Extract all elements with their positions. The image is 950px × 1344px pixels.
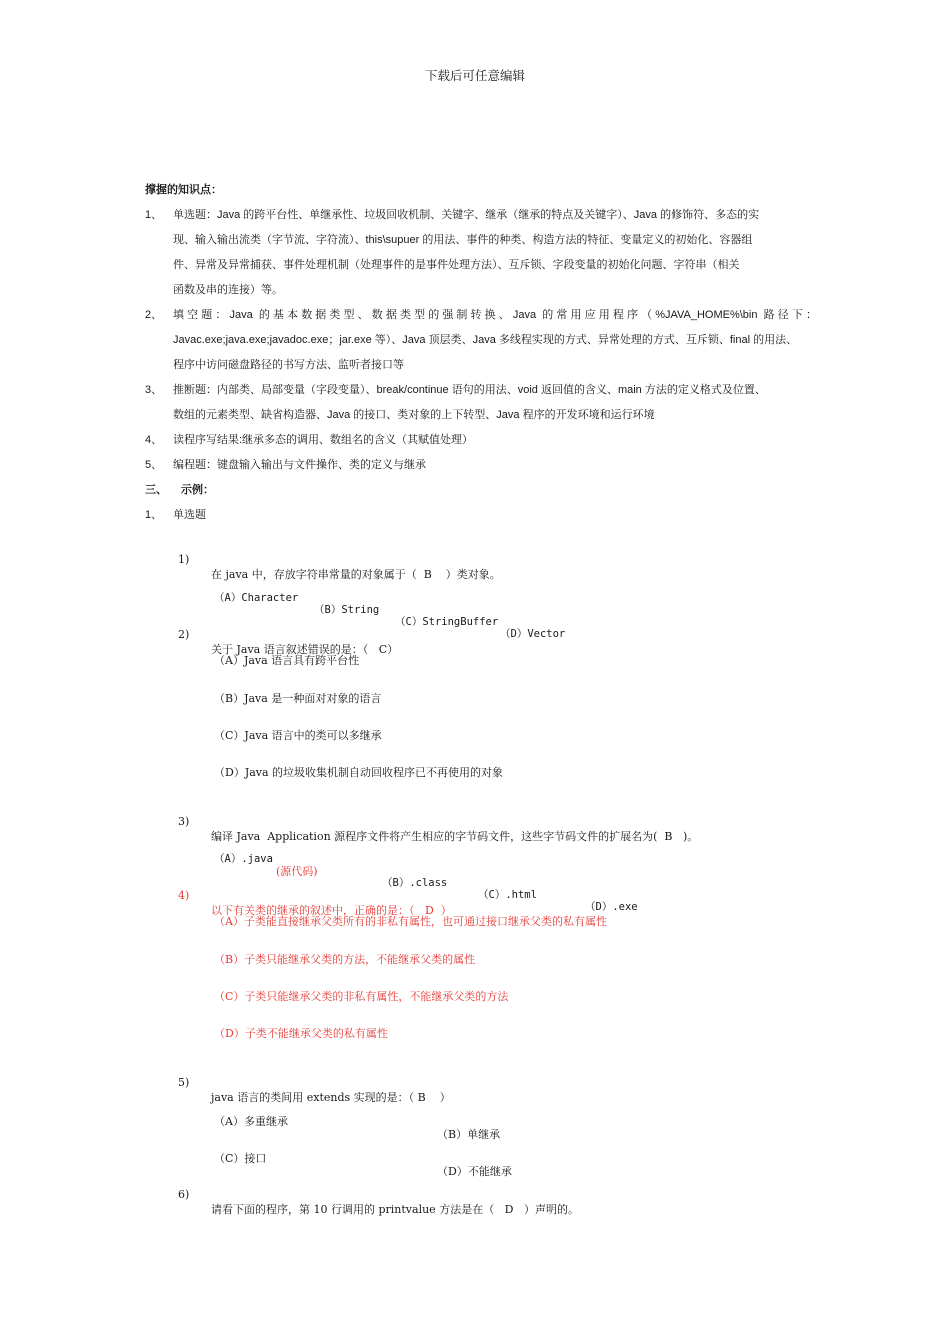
option-b: （B）String: [314, 604, 380, 616]
option-d: （D）Vector: [500, 628, 566, 640]
option-a: （A）子类能直接继承父类所有的非私有属性，也可通过接口继承父类的私有属性: [214, 915, 607, 928]
question-3: [0, 802, 699, 843]
item-number: 4、: [145, 434, 163, 446]
question-5-options-row-2: [0, 1137, 512, 1178]
section-number: 三、: [145, 484, 167, 496]
question-text: 在 java 中，存放字符串常量的对象属于（ B ）类对象。: [211, 568, 501, 581]
item-line: 推断题：内部类、局部变量（字段变量）、break/continue 语句的用法、void 返回值的含义、main 方法的定义格式及位置、: [173, 384, 766, 396]
item-line: 读程序写结果:继承多态的调用、数组名的含义（其赋值处理）: [173, 434, 474, 446]
knowledge-item: [145, 203, 817, 303]
item-line: 函数及串的连接）等。: [173, 284, 283, 296]
section-label: 示例：: [181, 484, 214, 496]
question-1: [0, 540, 501, 581]
option-d: （D）.exe: [585, 901, 638, 913]
single-choice-heading: [145, 503, 817, 528]
question-number: 1): [178, 553, 190, 566]
option-b: （B）.class: [382, 877, 448, 889]
option-b: （B）子类只能继承父类的方法，不能继承父类的属性: [214, 953, 476, 966]
knowledge-points: [145, 178, 817, 528]
question-text: 关于 Java 语言叙述错误的是：（ C）: [211, 643, 399, 656]
item-number: 2、: [145, 309, 163, 321]
question-text: 以下有关类的继承的叙述中，正确的是：（ D ）: [211, 904, 452, 917]
item-number: 1、: [145, 509, 163, 521]
option-d: （D）不能继承: [437, 1165, 512, 1178]
question-number: 2): [178, 628, 190, 641]
option-c: （C）子类只能继承父类的非私有属性，不能继承父类的方法: [214, 990, 509, 1003]
item-line: 程序中访问磁盘路径的书写方法、监听者接口等: [173, 359, 404, 371]
option-d: （D）Java 的垃圾收集机制自动回收程序已不再使用的对象: [214, 766, 504, 779]
option-a: （A）Character: [214, 592, 299, 604]
item-number: 5、: [145, 459, 163, 471]
question-number: 4): [178, 889, 190, 902]
option-c: （C）接口: [214, 1152, 267, 1165]
question-5-options-row-1: [0, 1100, 501, 1141]
knowledge-item: [145, 453, 817, 478]
item-line: 填空题：Java 的基本数据类型、数据类型的强制转换、Java 的常用应用程序（%JAVA_HOME%\bin 路径下：: [173, 309, 817, 321]
item-line: 件、异常及异常捕获、事件处理机制（处理事件的是事件处理方法）、互斥锁、字段变量的初始化问题、字符串（相关: [173, 259, 740, 271]
question-number: 6): [178, 1188, 190, 1201]
option-d: （D）子类不能继承父类的私有属性: [214, 1027, 388, 1040]
option-c: （C）.html: [478, 889, 537, 901]
option-a: （A）多重继承: [214, 1115, 288, 1128]
item-line: 现、输入输出流类（字节流、字符流）、this\supuer 的用法、事件的种类、构造方法的特征、变量定义的初始化、容器组: [173, 234, 753, 246]
option-b: （B）Java 是一种面对对象的语言: [214, 692, 382, 705]
question-text: java 语言的类间用 extends 实现的是：（ B ）: [211, 1091, 451, 1104]
page-header: 下载后可任意编辑: [424, 68, 525, 83]
example-heading: [145, 478, 817, 503]
option-a: （A）.java: [214, 853, 273, 865]
question-5: [0, 1063, 451, 1104]
question-number: 5): [178, 1076, 190, 1089]
option-c: （C）Java 语言中的类可以多继承: [214, 729, 382, 742]
item-line: 单选题：Java 的跨平台性、单继承性、垃圾回收机制、关键字、继承（继承的特点及关键字）、Java 的修饰符、多态的实: [173, 209, 760, 221]
item-number: 3、: [145, 384, 163, 396]
knowledge-title: 撑握的知识点：: [145, 184, 222, 196]
item-line: 数组的元素类型、缺省构造器、Java 的接口、类对象的上下转型、Java 程序的开发环境和运行环境: [173, 409, 655, 421]
item-line: Javac.exe;java.exe;javadoc.exe；jar.exe 等）、Java 顶层类、Java 多线程实现的方式、异常处理的方式、互斥锁、final 的用法、: [173, 334, 798, 346]
question-2: [0, 615, 399, 656]
option-b: （B）单继承: [437, 1128, 501, 1141]
question-text: 请看下面的程序，第 10 行调用的 printvalue 方法是在（ D ）声明的。: [211, 1203, 579, 1216]
option-a-note: (源代码): [276, 865, 318, 878]
item-label: 单选题: [173, 509, 206, 521]
knowledge-item: [145, 378, 817, 428]
question-number: 3): [178, 815, 190, 828]
knowledge-item: [145, 303, 817, 378]
question-text: 编译 Java Application 源程序文件将产生相应的字节码文件，这些字节码文件的扩展名为( B )。: [211, 830, 699, 843]
item-line: 编程题：键盘输入输出与文件操作、类的定义与继承: [173, 459, 426, 471]
knowledge-item: [145, 428, 817, 453]
question-6: [0, 1175, 579, 1216]
item-number: 1、: [145, 209, 163, 221]
option-c: （C）StringBuffer: [395, 616, 499, 628]
option-a: （A）Java 语言具有跨平台性: [214, 654, 360, 667]
